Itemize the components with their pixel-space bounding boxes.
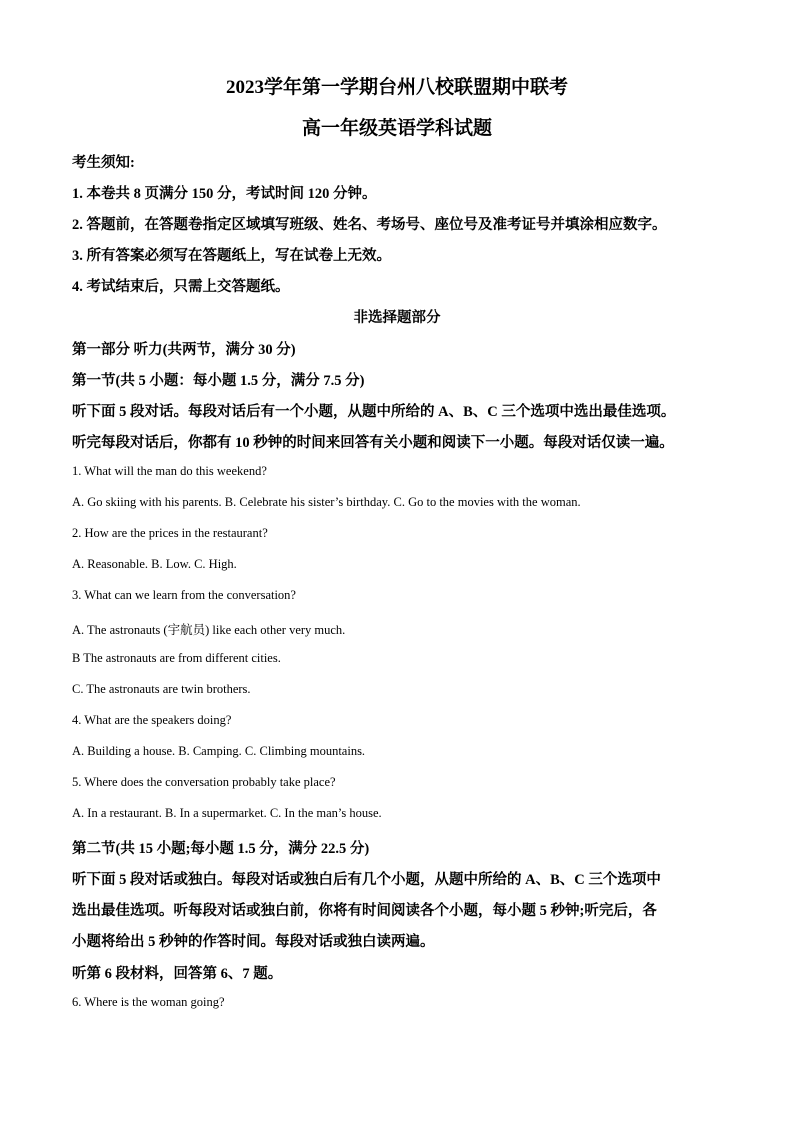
section1-instructions: 听下面 5 段对话。每段对话后有一个小题，从题中所给的 A、B、C 三个选项中选出最佳选项。: [72, 404, 676, 420]
section2-instructions: 选出最佳选项。听每段对话或独白前，你将有时间阅读各个小题，每小题 5 秒钟;听完后，各: [72, 903, 657, 919]
section2-instructions: 听下面 5 段对话或独白。每段对话或独白后有几个小题，从题中所给的 A、B、C 三个选项中: [72, 872, 661, 888]
question-options: A. Go skiing with his parents. B. Celebrate his sister’s birthday. C. Go to the movies with the woman.: [72, 495, 581, 509]
question-stem: 2. How are the prices in the restaurant?: [72, 526, 268, 540]
question-stem: 4. What are the speakers doing?: [72, 713, 232, 727]
section1-instructions: 听完每段对话后，你都有 10 秒钟的时间来回答有关小题和阅读下一小题。每段对话仅读一遍。: [72, 435, 674, 451]
question-stem: 5. Where does the conversation probably take place?: [72, 775, 336, 789]
material-heading: 听第 6 段材料，回答第 6、7 题。: [72, 966, 283, 982]
question-stem: 3. What can we learn from the conversation?: [72, 588, 296, 602]
question-option: A. The astronauts (宇航员) like each other very much.: [72, 623, 346, 637]
question-options: A. Building a house. B. Camping. C. Climbing mountains.: [72, 744, 366, 758]
notice-item: 3. 所有答案必须写在答题纸上，写在试卷上无效。: [72, 248, 391, 264]
question-stem: 1. What will the man do this weekend?: [72, 464, 267, 478]
exam-title: 2023学年第一学期台州八校联盟期中联考: [225, 77, 568, 98]
part1-title: 第一部分 听力(共两节，满分 30 分): [72, 342, 296, 358]
section2-instructions: 小题将给出 5 秒钟的作答时间。每段对话或独白读两遍。: [72, 934, 435, 950]
question-option: C. The astronauts are twin brothers.: [72, 682, 251, 696]
section2-title: 第二节(共 15 小题;每小题 1.5 分，满分 22.5 分): [72, 841, 370, 857]
question-options: A. In a restaurant. B. In a supermarket. C. In the man’s house.: [72, 806, 382, 820]
question-stem: 6. Where is the woman going?: [72, 995, 225, 1009]
section-title: 非选择题部分: [353, 310, 441, 326]
question-option: B The astronauts are from different cities.: [72, 651, 281, 665]
section1-title: 第一节(共 5 小题：每小题 1.5 分，满分 7.5 分): [72, 373, 365, 389]
notice-heading: 考生须知:: [72, 155, 135, 171]
question-options: A. Reasonable. B. Low. C. High.: [72, 557, 237, 571]
notice-item: 1. 本卷共 8 页满分 150 分，考试时间 120 分钟。: [72, 186, 377, 202]
exam-subtitle: 高一年级英语学科试题: [301, 118, 492, 139]
notice-item: 2. 答题前，在答题卷指定区域填写班级、姓名、考场号、座位号及准考证号并填涂相应数字。: [72, 217, 667, 233]
notice-item: 4. 考试结束后，只需上交答题纸。: [72, 279, 290, 295]
